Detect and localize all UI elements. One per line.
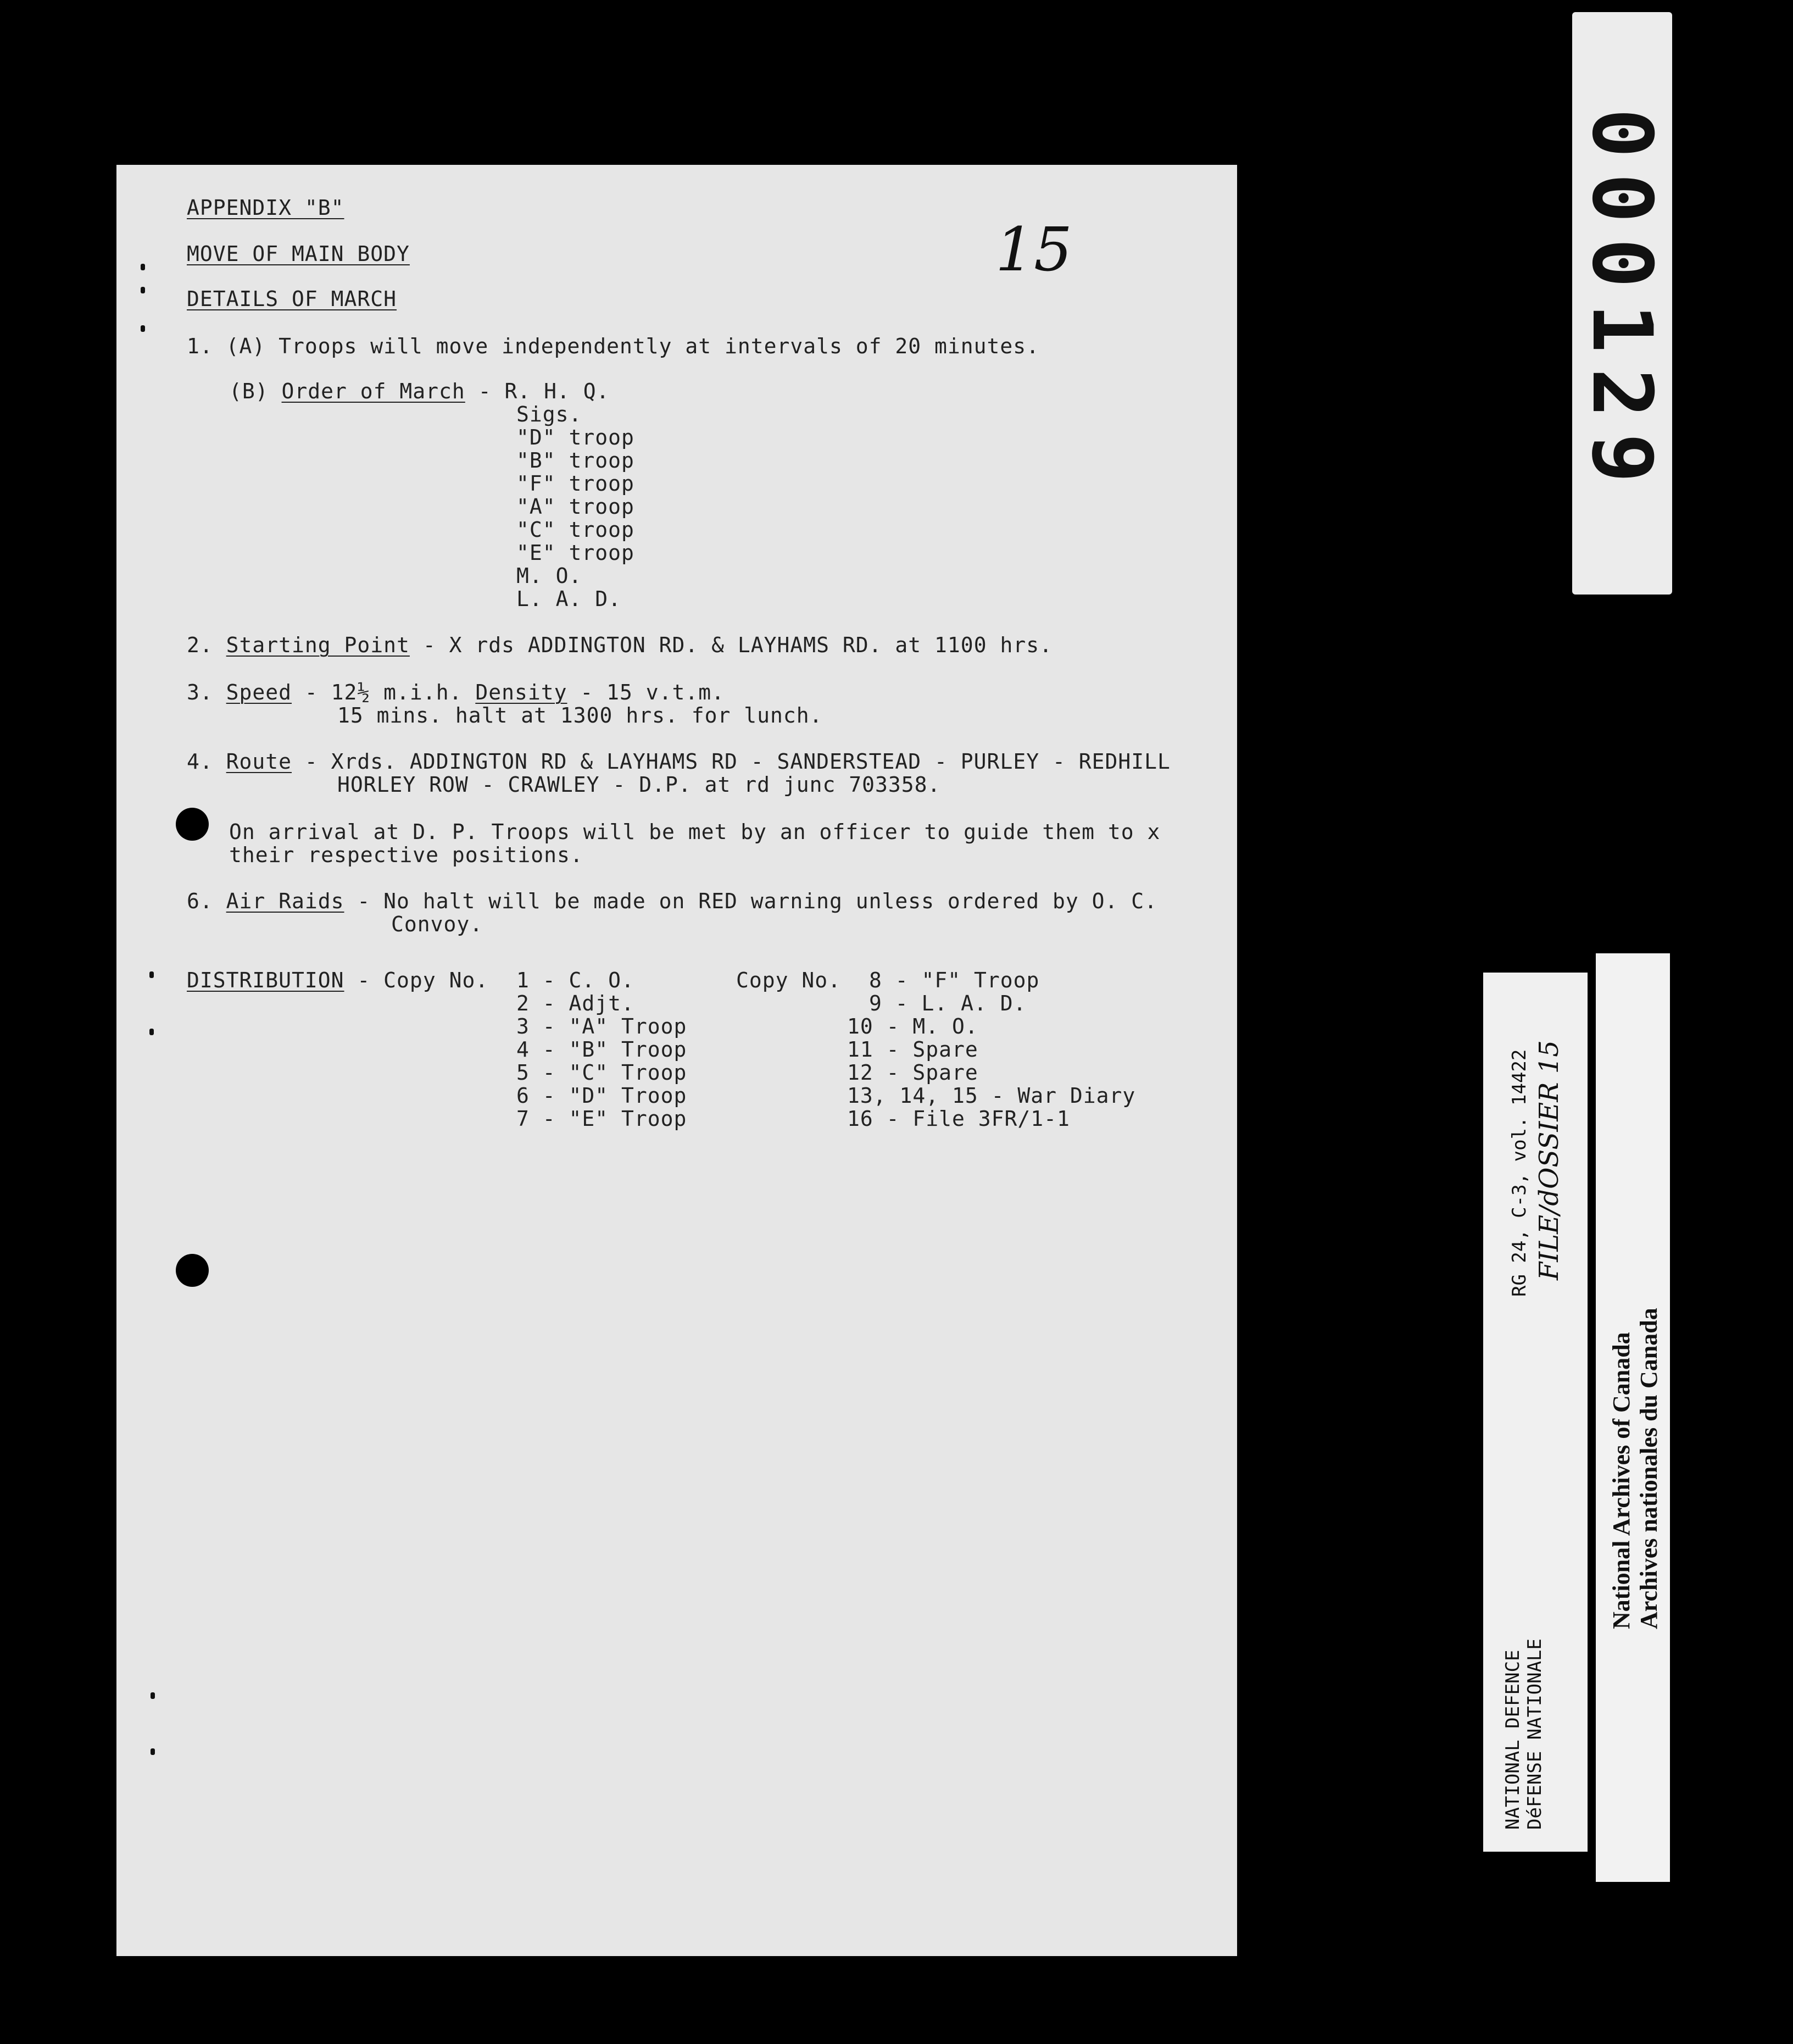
appendix-heading: APPENDIX "B" xyxy=(187,196,344,220)
handwritten-page-number: 15 xyxy=(995,214,1072,285)
national-archives-label xyxy=(1596,953,1670,1882)
distribution-entry: 12 - Spare xyxy=(847,1060,978,1085)
distribution-entry: 16 - File 3FR/1-1 xyxy=(847,1107,1070,1131)
item-2: 2. Starting Point - X rds ADDINGTON RD. & LAYHAMS RD. at 1100 hrs. xyxy=(187,633,1053,657)
item-4: 4. Route - Xrds. ADDINGTON RD & LAYHAMS RD - SANDERSTEAD - PURLEY - REDHILL xyxy=(187,749,1171,774)
punch-hole xyxy=(176,808,209,841)
margin-mark xyxy=(151,1692,155,1699)
item-4-continued: HORLEY ROW - CRAWLEY - D.P. at rd junc 703358. xyxy=(337,773,941,797)
march-order-entry: "A" troop xyxy=(516,495,634,519)
distribution-entry: 2 - Adjt. xyxy=(516,991,634,1015)
frame-number: 000129 xyxy=(1574,108,1669,498)
item-6: 6. Air Raids - No halt will be made on RED warning unless ordered by O. C. xyxy=(187,889,1157,913)
distribution-entry: 3 - "A" Troop xyxy=(516,1014,687,1038)
item-1a: 1. (A) Troops will move independently at intervals of 20 minutes. xyxy=(187,334,1040,358)
march-order-entry: "E" troop xyxy=(516,541,634,565)
margin-mark xyxy=(151,1748,155,1755)
reference-number: RG 24, C-3, vol. 14422 xyxy=(1508,1049,1530,1297)
frame-number-strip xyxy=(1572,12,1672,595)
march-order-entry: "C" troop xyxy=(516,518,634,542)
distribution-entry: 7 - "E" Troop xyxy=(516,1107,687,1131)
handwritten-file-number: FILE/dOSSIER 15 xyxy=(1534,1040,1564,1280)
national-defence-text: NATIONAL DEFENCE DéFENSE NATIONALE xyxy=(1502,1638,1546,1830)
margin-mark xyxy=(141,287,145,293)
distribution-entry: 5 - "C" Troop xyxy=(516,1060,687,1085)
distribution-copy-label: Copy No. xyxy=(736,968,842,992)
section-heading: MOVE OF MAIN BODY xyxy=(187,242,410,266)
distribution-entry: 9 - L. A. D. xyxy=(869,991,1027,1015)
subsection-heading: DETAILS OF MARCH xyxy=(187,287,397,311)
distribution-entry: 10 - M. O. xyxy=(847,1014,978,1038)
march-order-entry: "B" troop xyxy=(516,448,634,473)
national-defence-label xyxy=(1483,973,1588,1852)
distribution-heading: DISTRIBUTION - Copy No. xyxy=(187,968,489,992)
distribution-entry: 6 - "D" Troop xyxy=(516,1084,687,1108)
distribution-entry: 13, 14, 15 - War Diary xyxy=(847,1084,1136,1108)
distribution-entry: 8 - "F" Troop xyxy=(869,968,1040,992)
march-order-entry: "D" troop xyxy=(516,425,634,449)
march-order-entry: L. A. D. xyxy=(516,587,622,611)
item-3-continued: 15 mins. halt at 1300 hrs. for lunch. xyxy=(337,703,823,727)
distribution-entry: 4 - "B" Troop xyxy=(516,1037,687,1062)
margin-mark xyxy=(149,1029,154,1035)
national-archives-text: National Archives of Canada Archives nationales du Canada xyxy=(1608,1308,1662,1629)
margin-mark xyxy=(149,971,154,978)
margin-mark xyxy=(141,325,145,332)
distribution-entry: 11 - Spare xyxy=(847,1037,978,1062)
document-page xyxy=(116,165,1237,1956)
item-1b: (B) Order of March - R. H. Q. xyxy=(229,379,610,403)
item-6-continued: Convoy. xyxy=(391,912,483,936)
margin-mark xyxy=(141,264,145,270)
march-order-entry: "F" troop xyxy=(516,471,634,496)
item-5: On arrival at D. P. Troops will be met by an officer to guide them to x xyxy=(229,820,1161,844)
punch-hole xyxy=(176,1254,209,1287)
item-5-continued: their respective positions. xyxy=(229,843,583,867)
distribution-entry: 1 - C. O. xyxy=(516,968,634,992)
march-order-entry: M. O. xyxy=(516,564,582,588)
item-3: 3. Speed - 12½ m.i.h. Density - 15 v.t.m. xyxy=(187,680,725,704)
march-order-entry: Sigs. xyxy=(516,402,582,426)
